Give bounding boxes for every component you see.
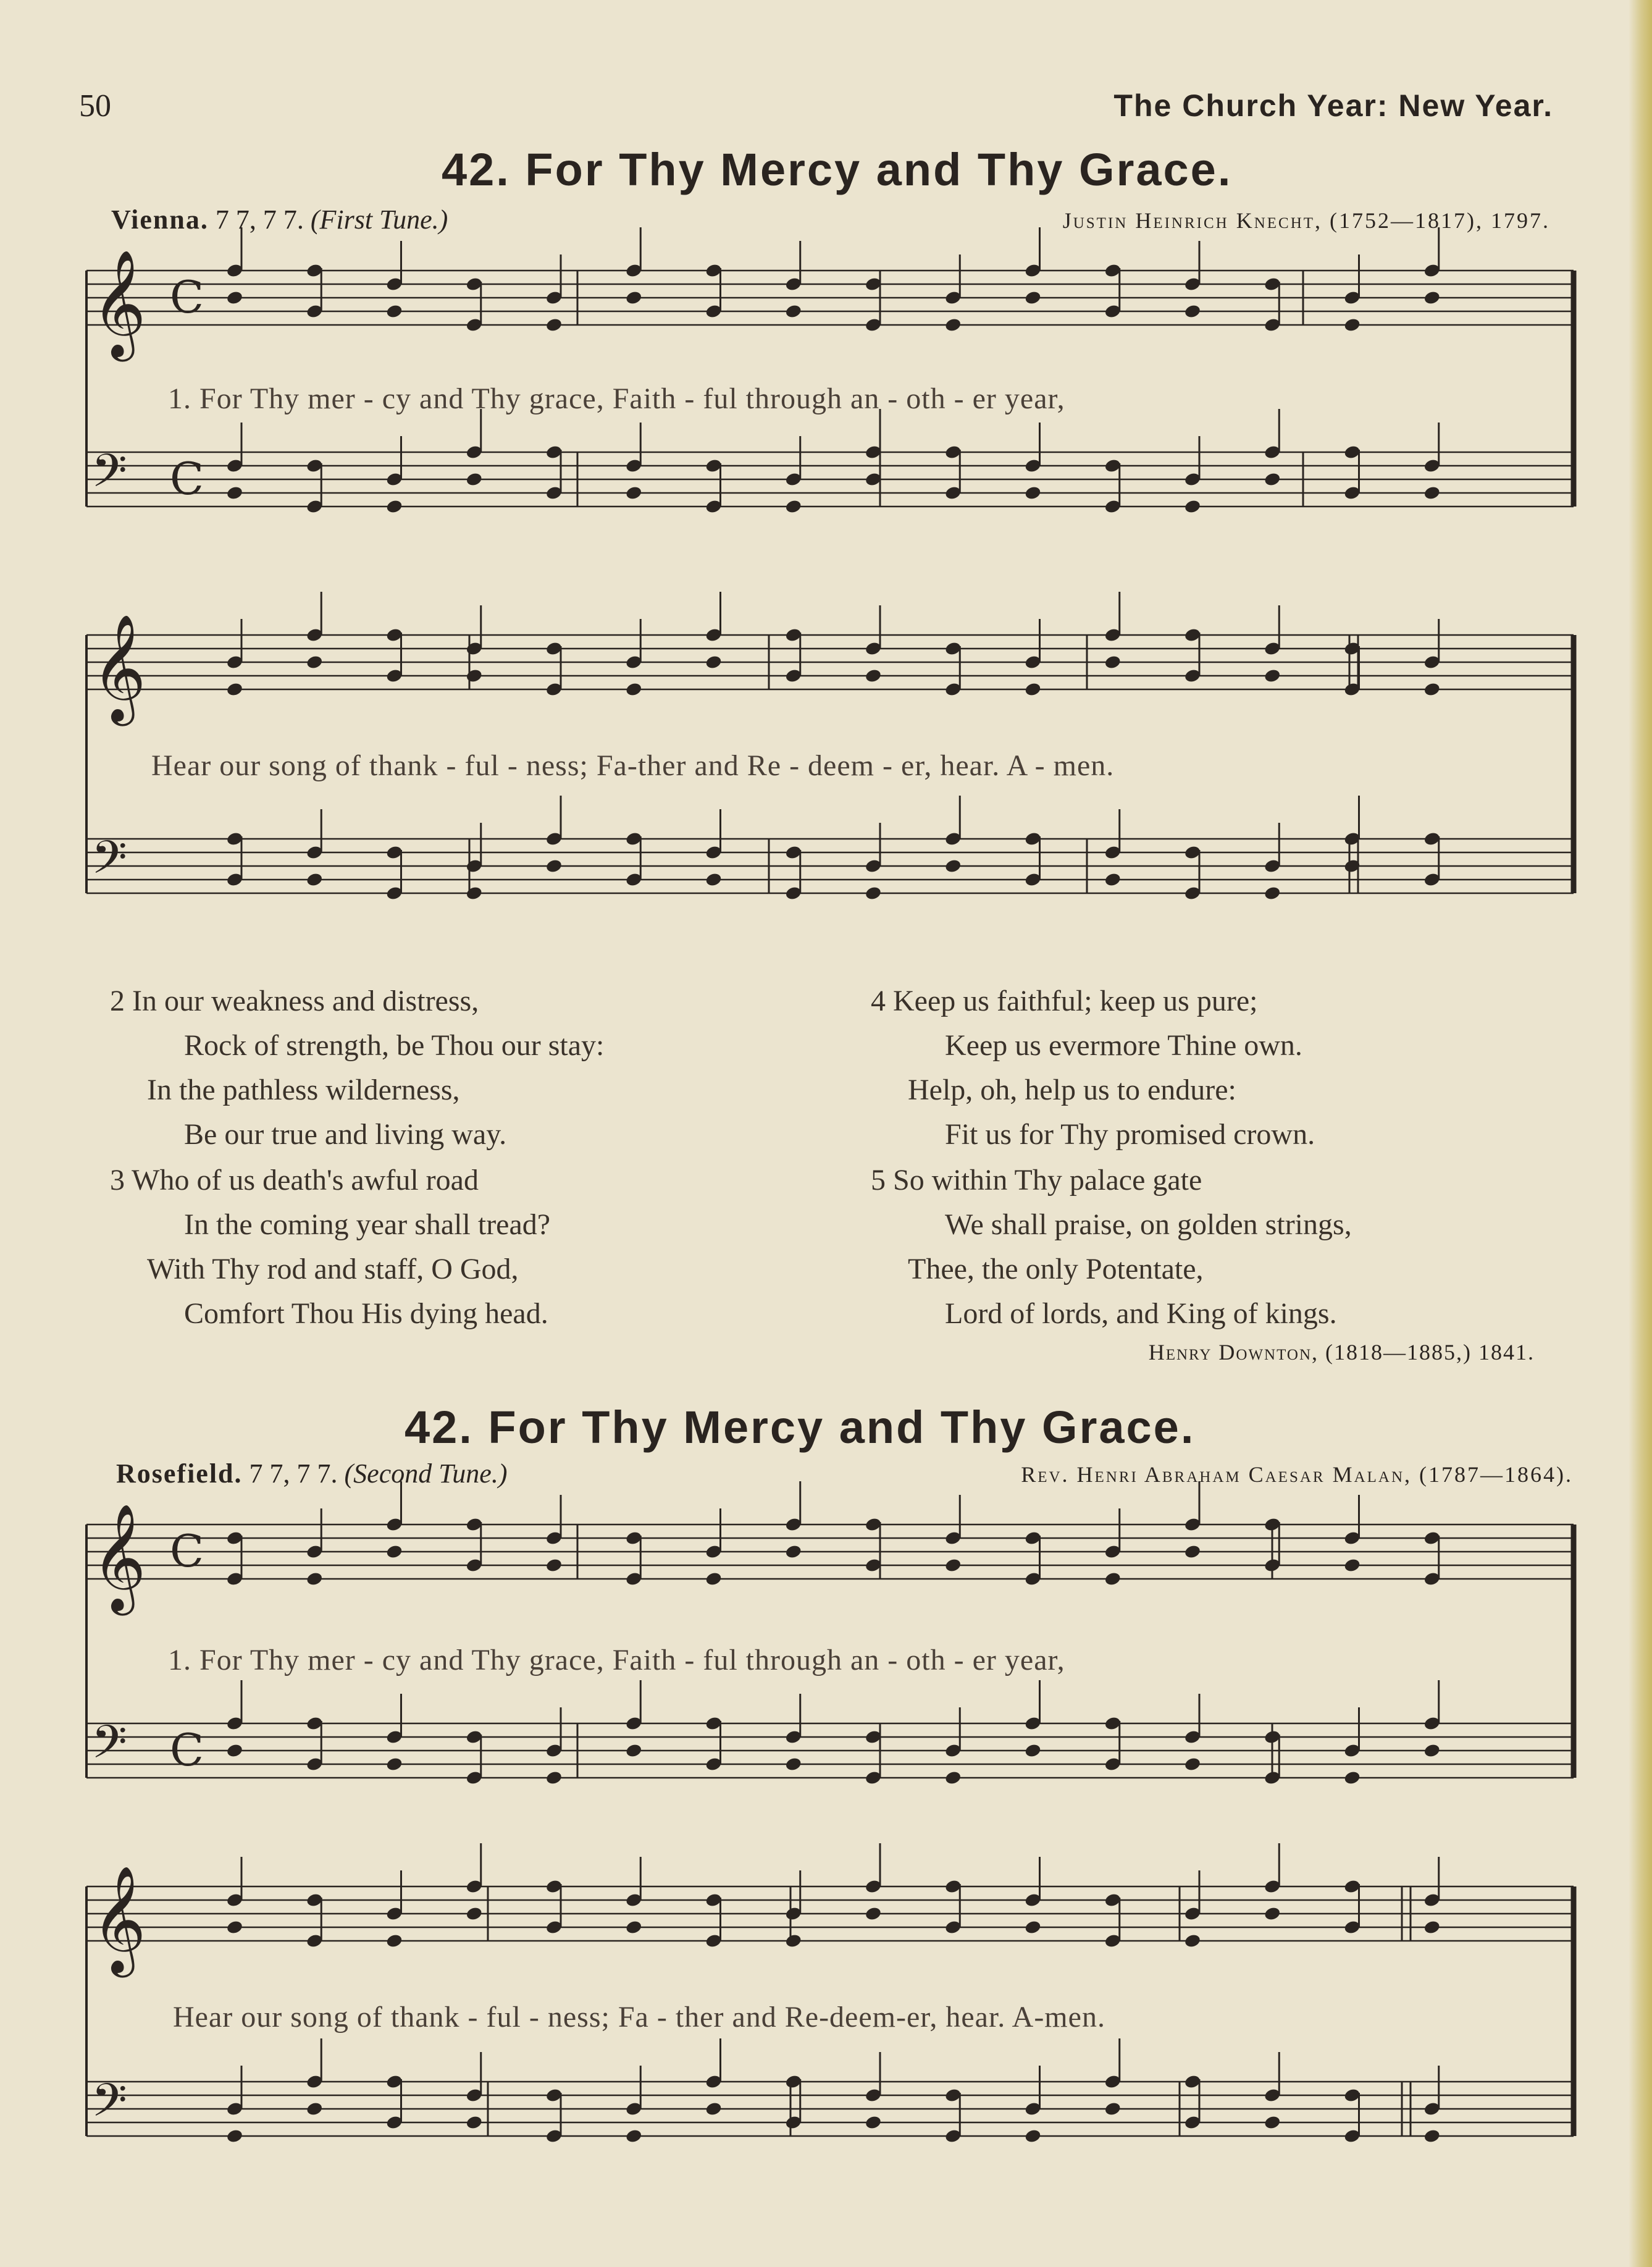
verse-line: In our weakness and distress, xyxy=(132,985,479,1017)
notehead xyxy=(545,317,563,332)
verse-line: Who of us death's awful road xyxy=(132,1164,479,1197)
hymn-title-second-tune: 42. For Thy Mercy and Thy Grace. xyxy=(405,1402,1196,1453)
verse-line: Rock of strength, be Thou our stay: xyxy=(184,1029,605,1062)
verse-line: Be our true and living way. xyxy=(184,1118,507,1151)
treble-clef-icon: 𝄞 xyxy=(91,1504,146,1611)
notehead xyxy=(385,303,403,319)
notehead xyxy=(944,1557,962,1573)
notehead xyxy=(1184,303,1202,319)
verse-number: 3 xyxy=(110,1164,125,1197)
notehead xyxy=(545,1770,563,1785)
notehead xyxy=(865,885,883,901)
verse-line: So within Thy palace gate xyxy=(893,1164,1202,1197)
notehead xyxy=(625,290,643,305)
notehead xyxy=(1024,1743,1042,1758)
notehead xyxy=(1264,668,1281,683)
notehead xyxy=(625,681,643,697)
notehead xyxy=(625,1919,643,1935)
tune-name: Rosefield. xyxy=(116,1458,243,1489)
notehead xyxy=(705,1571,723,1586)
text-author-credit: Henry Downton, (1818—1885,) 1841. xyxy=(1148,1340,1535,1365)
notehead xyxy=(1423,681,1441,697)
verse-line: We shall praise, on golden strings, xyxy=(945,1208,1352,1241)
notehead xyxy=(944,858,962,873)
notehead xyxy=(226,485,244,500)
verse-number: 2 xyxy=(110,985,125,1017)
notehead xyxy=(784,303,802,319)
common-time-icon: C xyxy=(170,453,204,505)
page-number: 50 xyxy=(79,88,111,124)
notehead xyxy=(1104,2101,1122,2116)
notehead xyxy=(465,885,483,901)
notehead xyxy=(705,2101,723,2116)
notehead xyxy=(1264,471,1281,487)
notehead xyxy=(944,1770,962,1785)
notehead xyxy=(944,317,962,332)
verse-line: Help, oh, help us to endure: xyxy=(908,1074,1236,1106)
notehead xyxy=(784,1544,802,1559)
notehead xyxy=(1423,1743,1441,1758)
running-header: The Church Year: New Year. xyxy=(1113,88,1553,123)
verse-line: In the pathless wilderness, xyxy=(147,1074,460,1106)
notehead xyxy=(385,1544,403,1559)
notehead xyxy=(306,654,324,670)
notehead xyxy=(705,872,723,887)
notehead xyxy=(1423,2128,1441,2143)
notehead xyxy=(306,1571,324,1586)
notehead xyxy=(1024,1919,1042,1935)
notehead xyxy=(465,1906,483,1921)
notehead xyxy=(226,1919,244,1935)
lyric-line: Hear our song of thank - ful - ness; Fa-ther and Re - deem - er, hear. A - men. xyxy=(151,749,1115,782)
treble-clef-icon: 𝄞 xyxy=(91,1865,146,1973)
tune-meter: 7 7, 7 7. xyxy=(249,1458,338,1489)
notehead xyxy=(1024,2128,1042,2143)
hymn-title-first-tune: 42. For Thy Mercy and Thy Grace. xyxy=(442,144,1233,195)
notehead xyxy=(385,1933,403,1948)
notehead xyxy=(1423,485,1441,500)
notehead xyxy=(306,872,324,887)
notehead xyxy=(1104,1571,1122,1586)
common-time-icon: C xyxy=(170,271,204,323)
notehead xyxy=(226,681,244,697)
notehead xyxy=(784,498,802,514)
lyric-line: 1. For Thy mer - cy and Thy grace, Faith - ful through an - oth - er year, xyxy=(168,382,1065,415)
treble-clef-icon: 𝄞 xyxy=(91,250,146,357)
verse-line: With Thy rod and staff, O God, xyxy=(147,1253,519,1285)
tune-note: (Second Tune.) xyxy=(344,1458,508,1489)
notehead xyxy=(465,2114,483,2130)
notehead xyxy=(1343,1557,1361,1573)
tune-meter: 7 7, 7 7. xyxy=(215,204,304,235)
composer-credit: Justin Heinrich Knecht, (1752—1817), 1797. xyxy=(1062,208,1550,233)
tune-note: (First Tune.) xyxy=(310,204,448,235)
verse-line: Fit us for Thy promised crown. xyxy=(945,1118,1315,1151)
bass-clef-icon: 𝄢 xyxy=(91,1715,127,1780)
verse-number: 4 xyxy=(871,985,886,1017)
notehead xyxy=(625,1743,643,1758)
notehead xyxy=(625,485,643,500)
lyric-line: 1. For Thy mer - cy and Thy grace, Faith - ful through an - oth - er year, xyxy=(168,1644,1065,1676)
notehead xyxy=(226,2128,244,2143)
notehead xyxy=(545,858,563,873)
verse-line: Keep us evermore Thine own. xyxy=(945,1029,1302,1062)
notehead xyxy=(226,290,244,305)
notehead xyxy=(705,654,723,670)
notehead xyxy=(465,668,483,683)
notehead xyxy=(1264,885,1281,901)
notehead xyxy=(226,1743,244,1758)
common-time-icon: C xyxy=(170,1724,204,1776)
common-time-icon: C xyxy=(170,1525,204,1577)
notehead xyxy=(1343,317,1361,332)
notehead xyxy=(1104,872,1122,887)
notehead xyxy=(865,2114,883,2130)
notehead xyxy=(465,471,483,487)
bass-clef-icon: 𝄢 xyxy=(91,444,127,509)
notehead xyxy=(1024,485,1042,500)
notehead xyxy=(784,1756,802,1772)
lyric-line: Hear our song of thank - ful - ness; Fa - ther and Re-deem-er, hear. A-men. xyxy=(173,2001,1105,2034)
notehead xyxy=(385,498,403,514)
notehead xyxy=(545,1557,563,1573)
notehead xyxy=(865,668,883,683)
notehead xyxy=(1343,1770,1361,1785)
notehead xyxy=(385,1756,403,1772)
verse-line: Lord of lords, and King of kings. xyxy=(945,1297,1337,1330)
composer-credit: Rev. Henri Abraham Caesar Malan, (1787—1864). xyxy=(1021,1462,1573,1487)
notehead xyxy=(1184,1544,1202,1559)
tune-name: Vienna. xyxy=(111,204,209,235)
notehead xyxy=(784,1933,802,1948)
notehead xyxy=(1184,1933,1202,1948)
notehead xyxy=(1423,1919,1441,1935)
verse-line: Comfort Thou His dying head. xyxy=(184,1297,548,1330)
notehead xyxy=(1423,290,1441,305)
verse-line: In the coming year shall tread? xyxy=(184,1208,551,1241)
notehead xyxy=(1184,498,1202,514)
notehead xyxy=(1184,1756,1202,1772)
notehead xyxy=(1264,2114,1281,2130)
notehead xyxy=(625,2128,643,2143)
verse-line: Thee, the only Potentate, xyxy=(908,1253,1204,1285)
bass-clef-icon: 𝄢 xyxy=(91,831,127,896)
notehead xyxy=(865,1906,883,1921)
verse-line: Keep us faithful; keep us pure; xyxy=(893,985,1258,1017)
notehead xyxy=(1024,290,1042,305)
treble-clef-icon: 𝄞 xyxy=(91,614,146,721)
notehead xyxy=(1104,654,1122,670)
notehead xyxy=(306,2101,324,2116)
notehead xyxy=(1024,681,1042,697)
verse-number: 5 xyxy=(871,1164,886,1197)
bass-clef-icon: 𝄢 xyxy=(91,2074,127,2139)
notehead xyxy=(1264,1906,1281,1921)
